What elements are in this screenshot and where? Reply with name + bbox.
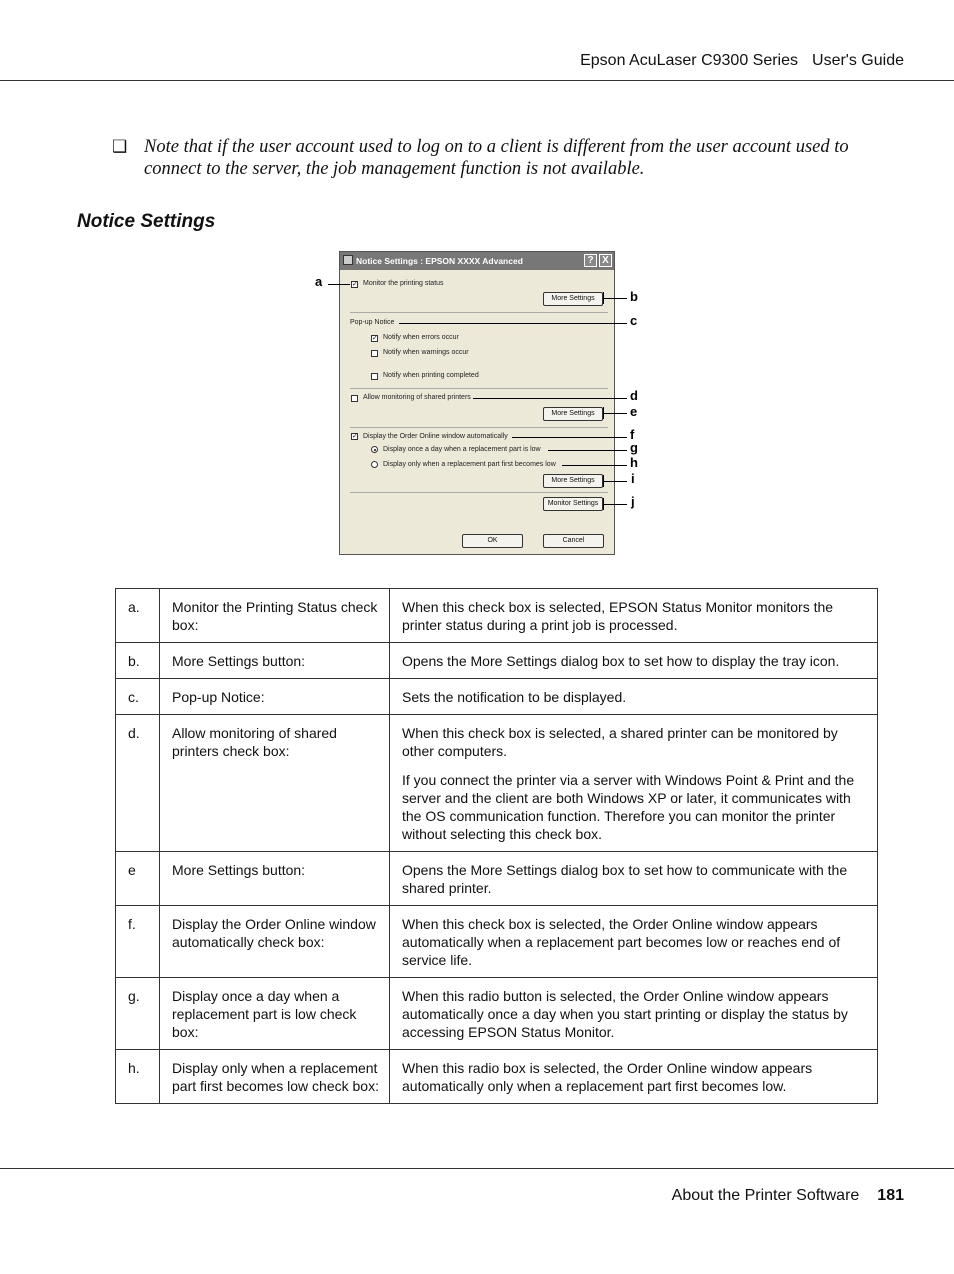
row-description xyxy=(390,715,878,852)
order-online-checkbox[interactable]: ✓ xyxy=(352,433,358,440)
settings-table xyxy=(115,588,878,1104)
dialog-title: Notice Settings : EPSON XXXX Advanced xyxy=(356,256,523,266)
callout-tick-b xyxy=(603,292,604,304)
callout-e: e xyxy=(630,404,638,419)
note xyxy=(112,136,872,180)
row-item: Display the Order Online window automatically check box: xyxy=(160,906,390,978)
row-item: Monitor the Printing Status check box: xyxy=(160,589,390,643)
row-key: h. xyxy=(116,1050,160,1104)
description-paragraph: When this check box is selected, a shared printer can be monitored by other computers. xyxy=(402,725,838,759)
settings-table-body xyxy=(116,589,878,1104)
callout-j: j xyxy=(631,494,635,509)
dialog-title-bar xyxy=(340,252,614,270)
row-key: g. xyxy=(116,978,160,1050)
table-row xyxy=(116,906,878,978)
row-item: Pop-up Notice: xyxy=(160,679,390,715)
callout-f: f xyxy=(630,427,635,442)
allow-shared-label: Allow monitoring of shared printers xyxy=(363,394,471,401)
monitor-status-label: Monitor the printing status xyxy=(363,280,444,287)
notify-warnings-label: Notify when warnings occur xyxy=(383,349,469,356)
callout-line-g xyxy=(548,450,627,451)
callout-i: i xyxy=(631,471,635,486)
callout-tick-e xyxy=(603,407,604,419)
note-bullet: ❑ xyxy=(112,137,128,156)
note-text: Note that if the user account used to log on to a client is different from the user account used to connect to the server, the job management function is not available. xyxy=(144,137,849,179)
notify-completed-checkbox[interactable] xyxy=(371,373,378,380)
row-key: e xyxy=(116,852,160,906)
table-row xyxy=(116,679,878,715)
once-a-day-radio[interactable] xyxy=(371,446,378,453)
callout-line-i xyxy=(603,481,627,482)
notify-errors-checkbox[interactable]: ✓ xyxy=(372,335,378,342)
row-item: More Settings button: xyxy=(160,643,390,679)
row-key: b. xyxy=(116,643,160,679)
order-online-label: Display the Order Online window automatically xyxy=(363,433,508,440)
callout-c: c xyxy=(630,313,638,328)
callout-g: g xyxy=(630,440,638,455)
row-key: a. xyxy=(116,589,160,643)
once-a-day-label: Display once a day when a replacement part is low xyxy=(383,446,541,453)
description-paragraph: When this check box is selected, EPSON Status Monitor monitors the printer status during a print job is processed. xyxy=(402,599,834,633)
callout-line-d xyxy=(473,398,627,399)
row-key: c. xyxy=(116,679,160,715)
notify-warnings-checkbox[interactable] xyxy=(371,350,378,357)
separator xyxy=(350,388,608,389)
page-number: 181 xyxy=(877,1187,904,1204)
section-title: Notice Settings xyxy=(77,211,216,232)
table-row xyxy=(116,643,878,679)
callout-b: b xyxy=(630,289,638,304)
notice-settings-dialog xyxy=(339,251,615,555)
row-item: Display only when a replacement part first becomes low check box: xyxy=(160,1050,390,1104)
separator xyxy=(350,427,608,428)
footer-rule xyxy=(0,1168,954,1169)
notify-errors-label: Notify when errors occur xyxy=(383,334,459,341)
row-description xyxy=(390,852,878,906)
callout-line-a xyxy=(328,284,350,285)
description-paragraph: Opens the More Settings dialog box to set how to communicate with the shared printer. xyxy=(402,862,848,896)
row-key: d. xyxy=(116,715,160,852)
description-paragraph: When this check box is selected, the Order Online window appears automatically when a replacement part becomes low or reaches end of service life. xyxy=(402,916,841,968)
callout-line-e xyxy=(603,413,627,414)
description-paragraph: If you connect the printer via a server with Windows Point & Print and the server and the client are both Windows XP or later, it communicates with the OS communication function. Therefore you can monitor the printer without selecting this check box. xyxy=(402,772,855,842)
header-product: Epson AcuLaser C9300 Series xyxy=(580,52,799,69)
help-button[interactable]: ? xyxy=(584,254,597,267)
monitor-status-checkbox[interactable]: ✓ xyxy=(352,281,358,288)
callout-line-h xyxy=(562,465,627,466)
allow-shared-checkbox[interactable] xyxy=(351,395,358,402)
callout-line-f xyxy=(512,437,627,438)
row-description xyxy=(390,906,878,978)
header-rule xyxy=(0,80,954,81)
more-settings-button-2[interactable]: More Settings xyxy=(543,407,603,421)
table-row xyxy=(116,852,878,906)
table-row xyxy=(116,715,878,852)
footer-section: About the Printer Software xyxy=(671,1187,860,1204)
row-key: f. xyxy=(116,906,160,978)
description-paragraph: Sets the notification to be displayed. xyxy=(402,689,627,705)
callout-a: a xyxy=(315,274,323,289)
description-paragraph: When this radio box is selected, the Order Online window appears automatically only when a replacement part first becomes low. xyxy=(402,1060,813,1094)
monitor-settings-button[interactable]: Monitor Settings xyxy=(543,497,603,511)
row-description xyxy=(390,589,878,643)
row-description xyxy=(390,679,878,715)
callout-line-j xyxy=(603,504,627,505)
row-description xyxy=(390,978,878,1050)
separator xyxy=(350,312,608,313)
popup-notice-label: Pop-up Notice xyxy=(350,319,395,326)
first-low-label: Display only when a replacement part first becomes low xyxy=(383,461,556,468)
header-guide: User's Guide xyxy=(812,52,904,69)
more-settings-button-1[interactable]: More Settings xyxy=(543,292,603,306)
table-row xyxy=(116,1050,878,1104)
table-row xyxy=(116,589,878,643)
header-text xyxy=(580,52,904,70)
more-settings-button-3[interactable]: More Settings xyxy=(543,474,603,488)
callout-d: d xyxy=(630,388,638,403)
description-paragraph: When this radio button is selected, the Order Online window appears automatically once a day when you start printing or display the status by accessing EPSON Status Monitor. xyxy=(402,988,848,1040)
callout-tick-i xyxy=(603,475,604,487)
description-paragraph: Opens the More Settings dialog box to set how to display the tray icon. xyxy=(402,653,840,669)
table-row xyxy=(116,978,878,1050)
row-item: Display once a day when a replacement part is low check box: xyxy=(160,978,390,1050)
callout-h: h xyxy=(630,455,638,470)
notify-completed-label: Notify when printing completed xyxy=(383,372,479,379)
ok-button[interactable]: OK xyxy=(462,534,523,548)
close-button[interactable]: X xyxy=(599,254,612,267)
callout-line-c xyxy=(399,323,627,324)
row-item: Allow monitoring of shared printers check box: xyxy=(160,715,390,852)
page-footer xyxy=(672,1187,904,1205)
callout-line-b xyxy=(603,298,627,299)
row-description xyxy=(390,643,878,679)
row-description xyxy=(390,1050,878,1104)
printer-icon xyxy=(343,255,353,265)
cancel-button[interactable]: Cancel xyxy=(543,534,604,548)
callout-tick-j xyxy=(603,498,604,510)
first-low-radio[interactable] xyxy=(371,461,378,468)
row-item: More Settings button: xyxy=(160,852,390,906)
separator xyxy=(350,492,608,493)
